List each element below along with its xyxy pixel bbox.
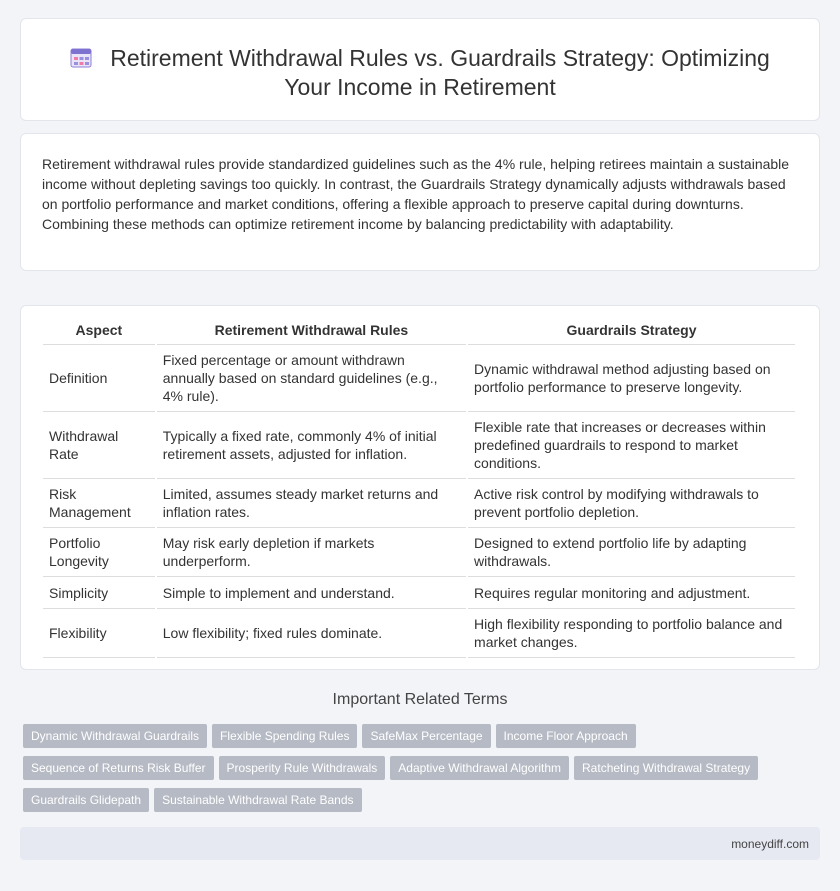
table-row (43, 609, 795, 658)
cell-aspect: Portfolio Longevity (43, 528, 155, 577)
related-term-tag[interactable]: Sequence of Returns Risk Buffer (23, 756, 214, 780)
cell-guardrails: Designed to extend portfolio life by adapting withdrawals. (468, 528, 795, 577)
cell-guardrails: Requires regular monitoring and adjustment. (468, 577, 795, 609)
footer-site-link[interactable]: moneydiff.com (731, 837, 809, 851)
cell-guardrails: Dynamic withdrawal method adjusting based on portfolio performance to preserve longevity. (468, 345, 795, 412)
related-term-tag[interactable]: Ratcheting Withdrawal Strategy (574, 756, 758, 780)
comparison-table-card (20, 305, 820, 670)
cell-aspect: Flexibility (43, 609, 155, 658)
table-row (43, 345, 795, 412)
cell-withdrawal-rules: Typically a fixed rate, commonly 4% of initial retirement assets, adjusted for inflation. (157, 412, 466, 479)
header-withdrawal-rules: Retirement Withdrawal Rules (157, 314, 466, 345)
cell-aspect: Risk Management (43, 479, 155, 528)
summary-text: Retirement withdrawal rules provide standardized guidelines such as the 4% rule, helping retirees maintain a sustainable income without depleting savings too quickly. In contrast, the Guardrails Strategy dynamically adjusts withdrawals based on portfolio performance and market conditions, offering a flexible approach to preserve capital during downturns. Combining these methods can optimize retirement income by balancing predictability with adaptability. (42, 156, 790, 232)
header-card (20, 18, 820, 121)
table-row (43, 412, 795, 479)
page-title (21, 44, 819, 102)
related-terms-list (23, 724, 813, 820)
related-term-tag[interactable]: Dynamic Withdrawal Guardrails (23, 724, 207, 748)
header-aspect: Aspect (43, 314, 155, 345)
cell-aspect: Simplicity (43, 577, 155, 609)
related-terms-title: Important Related Terms (332, 691, 508, 708)
footer (20, 827, 820, 860)
cell-withdrawal-rules: May risk early depletion if markets underperform. (157, 528, 466, 577)
page-title-line1: Retirement Withdrawal Rules vs. Guardrails Strategy: Optimizing (110, 45, 770, 71)
related-term-tag[interactable]: Prosperity Rule Withdrawals (219, 756, 386, 780)
cell-withdrawal-rules: Fixed percentage or amount withdrawn annually based on standard guidelines (e.g., 4% rule). (157, 345, 466, 412)
page-title-line2: Your Income in Retirement (284, 74, 556, 100)
related-term-tag[interactable]: Flexible Spending Rules (212, 724, 357, 748)
summary-card (20, 133, 820, 271)
related-term-tag[interactable]: SafeMax Percentage (362, 724, 490, 748)
header-guardrails: Guardrails Strategy (468, 314, 795, 345)
table-header-row (43, 314, 795, 345)
cell-withdrawal-rules: Low flexibility; fixed rules dominate. (157, 609, 466, 658)
cell-withdrawal-rules: Simple to implement and understand. (157, 577, 466, 609)
table-row (43, 577, 795, 609)
comparison-table (41, 314, 797, 658)
spreadsheet-icon (70, 48, 92, 68)
related-term-tag[interactable]: Adaptive Withdrawal Algorithm (390, 756, 569, 780)
cell-withdrawal-rules: Limited, assumes steady market returns and inflation rates. (157, 479, 466, 528)
related-term-tag[interactable]: Guardrails Glidepath (23, 788, 149, 812)
related-term-tag[interactable]: Sustainable Withdrawal Rate Bands (154, 788, 361, 812)
related-term-tag[interactable]: Income Floor Approach (496, 724, 636, 748)
cell-guardrails: Active risk control by modifying withdrawals to prevent portfolio depletion. (468, 479, 795, 528)
cell-guardrails: Flexible rate that increases or decreases within predefined guardrails to respond to market conditions. (468, 412, 795, 479)
cell-guardrails: High flexibility responding to portfolio balance and market changes. (468, 609, 795, 658)
table-row (43, 479, 795, 528)
table-row (43, 528, 795, 577)
cell-aspect: Withdrawal Rate (43, 412, 155, 479)
cell-aspect: Definition (43, 345, 155, 412)
